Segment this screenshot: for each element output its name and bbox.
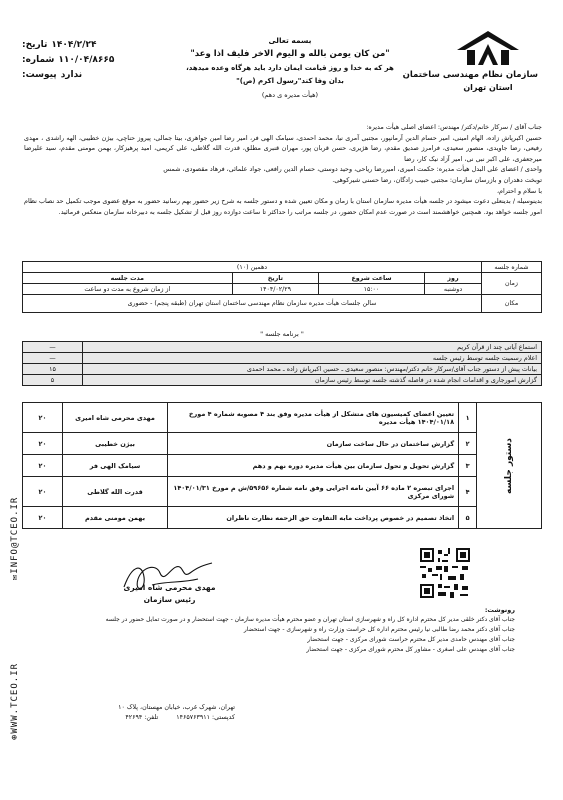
place-value: سالن جلسات هیأت مدیره سازمان نظام مهندسی ساختمان استان تهران (طبقه پنجم) - حضوری xyxy=(23,295,482,313)
cc-title: رونوشت: xyxy=(484,606,515,614)
agenda-title: گزارش ساختمان در حال ساخت سازمان xyxy=(168,433,459,455)
pre-agenda-row xyxy=(23,364,542,375)
agenda-duration: ۲۰ xyxy=(23,455,63,477)
number-label: شماره: xyxy=(22,55,55,65)
col-date: تاریخ xyxy=(232,273,318,284)
contact-row xyxy=(65,713,235,723)
pre-agenda-text: اعلام رسمیت جلسه توسط رئیس جلسه xyxy=(83,353,542,364)
verse: "من کان یومن بالله و الیوم الاخر فلیف اذا وعد" xyxy=(190,49,390,59)
cc-line: جناب آقای مهندس حامدی مدیر کل محترم حراست شورای مرکزی - جهت استحضار xyxy=(307,636,515,643)
start-value: ۱۵:۰۰ xyxy=(319,284,425,295)
pre-agenda-duration: — xyxy=(23,342,83,353)
board-label: (هیأت مدیره ی دهم) xyxy=(261,91,319,99)
session-value: دهمین (۱۰) xyxy=(23,262,482,273)
inspectors: توبخت دهدران و بازرسان سازمان: مجتبی حبیب زادگان، رضا حسنی شیرکوهی. xyxy=(332,175,542,184)
alternate-members: واحدی / اعضای علی البدل هیأت مدیره: حکمت امیری، امیررضا ریاحی، وحید دوستی، حسام الدین رافعی، جواد علمائی، فرهاد مقصودی، شمس xyxy=(163,165,542,174)
col-day: روز xyxy=(424,273,481,284)
agenda-title: اجرای تبصره ۲ ماده ۶۶ آیین نامه اجرایی وفق نامه شماره ۵۹۶۵۶/ش م مورخ ۱۴۰۴/۰۱/۳۱ شورای مرکزی xyxy=(168,477,459,507)
signer-role: رئیس سازمان xyxy=(143,595,196,604)
hadith: هر که به خدا و روز قیامت ایمان دارد باید هرگاه وعده میدهد، xyxy=(186,64,394,72)
cc-line: جناب آقای مهندس علی اصغری - مشاور کل محترم شورای مرکزی - جهت استحضار xyxy=(306,646,515,653)
col-start: ساعت شروع xyxy=(319,273,425,284)
org-name: سازمان نظام مهندسی ساختمان xyxy=(402,70,538,80)
agenda-number: ۲ xyxy=(459,433,477,455)
agenda-presenter: بهمن مومنی مقدم xyxy=(63,507,168,529)
mail-icon: ✉ xyxy=(10,573,20,581)
agenda-title: اتخاذ تصمیم در خصوص پرداخت مابه التفاوت حق الزحمه نظارت ناظران xyxy=(168,507,459,529)
number-value: ۱۱۰/۰۴/۸۶۶۵ xyxy=(58,55,115,65)
date-value: ۱۴۰۴/۲/۲۴ xyxy=(51,40,97,50)
agenda-duration: ۲۰ xyxy=(23,433,63,455)
pre-agenda-text: استماع آیاتی چند از قرآن کریم xyxy=(83,342,542,353)
agenda-table xyxy=(22,402,542,529)
place-label: مکان xyxy=(482,295,542,313)
agenda-duration: ۲۰ xyxy=(23,477,63,507)
hadith-continued: بدان وفا کند"رسول اکرم (ص)" xyxy=(236,77,344,85)
greeting: با سلام و احترام، xyxy=(496,186,542,195)
agenda-row xyxy=(23,433,542,455)
signer-name: مهدی محرمی شاه امیری xyxy=(123,583,216,592)
agenda-row xyxy=(23,477,542,507)
agenda-number: ۱ xyxy=(459,403,477,433)
time-header-row xyxy=(23,273,542,284)
phone-label: تلفن: xyxy=(144,714,159,721)
cc-list xyxy=(45,605,515,655)
agenda-presenter: قدرت الله گلاطی xyxy=(63,477,168,507)
salutation: جناب آقای / سرکار خانم/دکتر/ مهندس: اعضای اصلی هیأت مدیره: xyxy=(366,123,542,131)
agenda-title: تعیین اعضای کمیسیون های متشکل از هیأت مدیره وفق بند ۴ مصوبه شماره ۴ مورخ ۱۴۰۴/۰۱/۱۸ هیأت مدیره xyxy=(168,403,459,433)
footer-address xyxy=(65,703,235,723)
qr-code-icon xyxy=(420,548,470,598)
place-row xyxy=(23,295,542,313)
agenda-row xyxy=(23,507,542,529)
agenda-duration: ۲۰ xyxy=(23,507,63,529)
basmala: بسمه تعالی xyxy=(268,36,312,45)
session-row xyxy=(23,262,542,273)
agenda-presenter: بیژن خطیبی xyxy=(63,433,168,455)
pre-agenda-row xyxy=(23,342,542,353)
org-logo-icon xyxy=(453,28,523,68)
handwritten-signature-icon xyxy=(112,555,227,600)
cc-line: جناب آقای دکتر خلقی مدیر کل محترم اداره کل راه و شهرسازی استان تهران و عضو محترم هیأت مدیره سازمان - جهت استحضار و در صورت تمایل حضور در جلسه xyxy=(105,616,515,623)
program-title: " برنامه جلسه " xyxy=(260,330,304,338)
pre-agenda-table xyxy=(22,341,542,386)
invitation-text xyxy=(24,122,542,217)
date-label: تاریخ: xyxy=(22,40,48,50)
col-duration: مدت جلسه xyxy=(23,273,233,284)
agenda-number: ۵ xyxy=(459,507,477,529)
invitation-body: بدینوسیله / بدینعلی دعوت میشود در جلسه هیأت مدیره سازمان استان با زمان و مکان تعیین شده و دستور جلسه به شرح زیر حضور بهم رسانید حضور به موقع عضوی موجب تکمیل حد نصاب نظام امور جلسه خواهد بود. همچنین خواهشمند است در صورت عدم امکان حضور، در جلسه مراتب را حداکثر تا ساعت دوازده روز قبل از تشکیل جلسه به دبیرخانه سازمان منعکس فرمائید. xyxy=(24,197,542,216)
header-center xyxy=(165,36,415,99)
time-value-row xyxy=(23,284,542,295)
time-label: زمان xyxy=(482,273,542,295)
signature-block xyxy=(112,555,227,604)
agenda-number: ۳ xyxy=(459,455,477,477)
pre-agenda-duration: ۱۵ xyxy=(23,364,83,375)
agenda-row xyxy=(23,455,542,477)
agenda-title: گزارش تحویل و تحول سازمان بین هیأت مدیره دوره نهم و دهم xyxy=(168,455,459,477)
attachment-label: پیوست: xyxy=(22,70,57,80)
phone-number: ۴۲۶۹۴ xyxy=(125,714,143,721)
agenda-side-label-cell xyxy=(477,403,542,529)
agenda-presenter: مهدی محرمی شاه امیری xyxy=(63,403,168,433)
date-value-cell: ۱۴۰۴/۰۲/۲۹ xyxy=(232,284,318,295)
postal-label: کدپستی: xyxy=(212,714,235,721)
website-link[interactable]: WWW.TCEO.IR xyxy=(10,662,20,734)
side-contact-strip xyxy=(10,497,20,740)
address: تهران، شهرک غرب، خیابان مهستان، پلاک ۱۰ xyxy=(118,704,235,711)
pre-agenda-row xyxy=(23,375,542,386)
day-value: دوشنبه xyxy=(424,284,481,295)
duration-value: از زمان شروع به مدت دو ساعت xyxy=(23,284,233,295)
pre-agenda-text: بیانات پیش از دستور جناب آقای/سرکار خانم دکتر/مهندس: منصور سعیدی ـ حسین اکبرپاش زاده ـ محمد احمدی xyxy=(83,364,542,375)
pre-agenda-row xyxy=(23,353,542,364)
agenda-side-label: دستور جلسه xyxy=(504,437,515,494)
pre-agenda-text: گزارش امورجاری و اقدامات انجام شده در فاصله گذشته جلسه توسط رئیس سازمان xyxy=(83,375,542,386)
email-link[interactable]: INFO@TCEO.IR xyxy=(10,496,20,574)
cc-line: جناب آقای دکتر محمد رضا طالبی نیا رئیس محترم اداره کل حراست وزارت راه و شهرسازی - جهت استحضار xyxy=(243,626,515,633)
letter-meta xyxy=(22,38,172,83)
agenda-duration: ۲۰ xyxy=(23,403,63,433)
board-members: حسین اکبرپاش زاده، الهام امینی، امیر حسام الدین آرمانپور، مجتبی آمری نیا، محمد احمدی، سیامک الهی فر، امیر رضا امین جواهری، بیتا جمالی، پیروز حناچی، بیژن خطیبی، الهه راشدی ، مهدی رفیعی، رضا جاویدی، منصور سعیدی، فرامرز صدیق مقدم، رضا هژیری، حسن قربان پور، مهران قنبری مطلق، قدرت الله گلاطی، علی کریمی، امید پرهیزکار، بهمن مومنی مقدم، سید علیرضا میرجعفری، علی اکبر نبی نی، امیر آزاد نیک کار، رضا xyxy=(24,133,542,163)
agenda-presenter: سیامک الهی فر xyxy=(63,455,168,477)
globe-icon: ⊕ xyxy=(10,733,20,740)
session-label: شماره جلسه xyxy=(482,262,542,273)
org-logo-block xyxy=(402,28,538,92)
agenda-row xyxy=(23,403,542,433)
meeting-info-table xyxy=(22,261,542,313)
postal-code: ۱۴۶۵۷۶۳۹۱۱ xyxy=(176,714,211,721)
attachment-value: ندارد xyxy=(60,70,83,80)
pre-agenda-duration: ۵ xyxy=(23,375,83,386)
pre-agenda-duration: — xyxy=(23,353,83,364)
agenda-number: ۴ xyxy=(459,477,477,507)
org-province: استان تهران xyxy=(463,83,513,92)
